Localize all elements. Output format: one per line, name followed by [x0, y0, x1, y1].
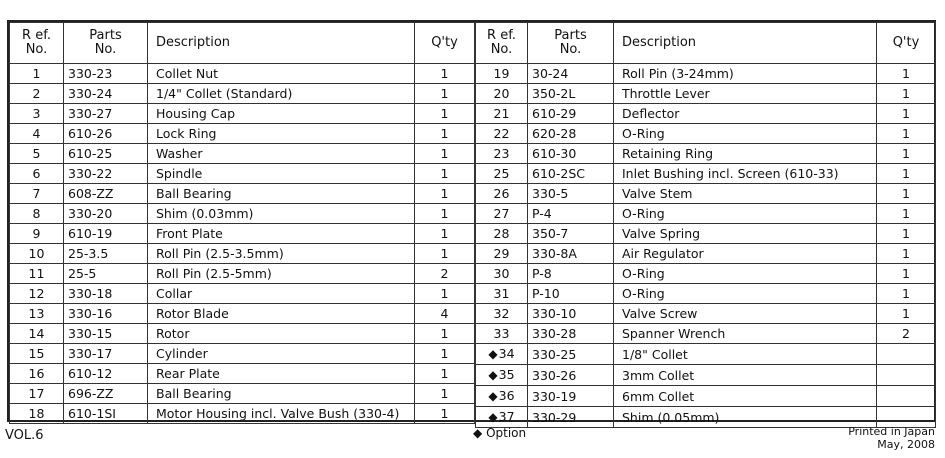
ref-no-value: 30 [493, 266, 510, 281]
description-cell: Housing Cap [148, 104, 415, 124]
description-cell: Spanner Wrench [614, 324, 877, 344]
parts-no-cell: P-4 [528, 204, 614, 224]
description-cell: Valve Stem [614, 184, 877, 204]
ref-no-cell [476, 144, 528, 164]
ref-no-cell [476, 124, 528, 144]
ref-no-cell [10, 404, 64, 424]
qty-cell: 1 [415, 144, 475, 164]
ref-no-value: 36 [498, 388, 515, 403]
description-cell: 1/8" Collet [614, 344, 877, 365]
qty-cell: 1 [415, 344, 475, 364]
qty-cell: 2 [415, 264, 475, 284]
qty-cell: 1 [877, 144, 936, 164]
parts-no-cell: 610-26 [64, 124, 148, 144]
left-table-body [10, 64, 475, 424]
header-row [10, 23, 475, 64]
table-row [10, 384, 475, 404]
ref-no-value: 8 [32, 206, 41, 221]
parts-no-cell: 330-20 [64, 204, 148, 224]
ref-no-cell [476, 324, 528, 344]
ref-no-cell [10, 324, 64, 344]
qty-cell: 1 [415, 104, 475, 124]
option-legend-label: Option [486, 426, 527, 440]
table-row [10, 224, 475, 244]
parts-no-cell: 610-29 [528, 104, 614, 124]
header-row [476, 23, 936, 64]
qty-cell: 1 [415, 224, 475, 244]
ref-no-cell [476, 264, 528, 284]
ref-no-cell [10, 184, 64, 204]
ref-no-value: 4 [32, 126, 41, 141]
ref-no-cell [476, 184, 528, 204]
parts-table-right [475, 22, 936, 428]
table-row [476, 304, 936, 324]
qty-cell: 1 [877, 124, 936, 144]
qty-cell: 1 [877, 264, 936, 284]
table-row [476, 224, 936, 244]
description-cell: Roll Pin (2.5-3.5mm) [148, 244, 415, 264]
header-parts-no: Parts No. [528, 23, 614, 64]
qty-cell: 1 [877, 204, 936, 224]
parts-no-cell: 30-24 [528, 64, 614, 84]
header-description: Description [148, 23, 415, 64]
ref-no-cell [10, 264, 64, 284]
parts-no-cell: 330-26 [528, 365, 614, 386]
ref-no-value: 6 [32, 166, 41, 181]
description-cell: Air Regulator [614, 244, 877, 264]
table-row [10, 64, 475, 84]
table-row [476, 64, 936, 84]
table-row [10, 344, 475, 364]
ref-no-value: 29 [493, 246, 510, 261]
description-cell: Motor Housing incl. Valve Bush (330-4) [148, 404, 415, 424]
ref-no-value: 12 [28, 286, 45, 301]
option-legend [473, 426, 526, 440]
table-row [476, 284, 936, 304]
table-row [10, 244, 475, 264]
parts-no-cell: 330-24 [64, 84, 148, 104]
qty-cell: 1 [415, 124, 475, 144]
description-cell: Deflector [614, 104, 877, 124]
ref-no-value: 15 [28, 346, 45, 361]
parts-no-cell: 350-7 [528, 224, 614, 244]
table-row [10, 184, 475, 204]
parts-no-cell: 330-28 [528, 324, 614, 344]
description-cell: 1/4" Collet (Standard) [148, 84, 415, 104]
printed-in-label: Printed in Japan [848, 425, 935, 438]
parts-no-cell: 330-23 [64, 64, 148, 84]
print-info [848, 425, 935, 451]
ref-no-value: 7 [32, 186, 41, 201]
qty-cell: 1 [415, 164, 475, 184]
header-qty: Q'ty [877, 23, 936, 64]
description-cell: Collar [148, 284, 415, 304]
description-cell: Spindle [148, 164, 415, 184]
qty-cell: 1 [415, 384, 475, 404]
qty-cell: 1 [877, 84, 936, 104]
right-table-body [476, 64, 936, 428]
description-cell: Lock Ring [148, 124, 415, 144]
ref-no-cell [10, 304, 64, 324]
header-qty: Q'ty [415, 23, 475, 64]
ref-no-value: 37 [498, 409, 515, 424]
ref-no-value: 26 [493, 186, 510, 201]
parts-no-cell: 350-2L [528, 84, 614, 104]
option-diamond-icon: ◆ [488, 368, 498, 382]
parts-no-cell: 608-ZZ [64, 184, 148, 204]
table-row [476, 144, 936, 164]
qty-cell: 1 [877, 184, 936, 204]
ref-no-cell [476, 64, 528, 84]
header-description: Description [614, 23, 877, 64]
qty-cell: 1 [877, 224, 936, 244]
header-parts-no: Parts No. [64, 23, 148, 64]
ref-no-value: 9 [32, 226, 41, 241]
ref-no-cell [10, 104, 64, 124]
description-cell: Collet Nut [148, 64, 415, 84]
table-row [10, 304, 475, 324]
description-cell: O-Ring [614, 264, 877, 284]
qty-cell: 1 [415, 324, 475, 344]
parts-no-cell: P-8 [528, 264, 614, 284]
parts-no-cell: 610-12 [64, 364, 148, 384]
qty-cell: 1 [877, 64, 936, 84]
table-row [476, 244, 936, 264]
description-cell: Valve Screw [614, 304, 877, 324]
table-row [476, 184, 936, 204]
ref-no-cell [10, 144, 64, 164]
ref-no-cell [10, 204, 64, 224]
ref-no-cell [476, 164, 528, 184]
description-cell: Front Plate [148, 224, 415, 244]
qty-cell: 1 [877, 304, 936, 324]
table-row [476, 386, 936, 407]
description-cell: Ball Bearing [148, 184, 415, 204]
table-row [10, 264, 475, 284]
ref-no-cell [10, 364, 64, 384]
ref-no-cell [10, 244, 64, 264]
parts-no-cell: 25-5 [64, 264, 148, 284]
ref-no-cell [10, 384, 64, 404]
table-row [476, 264, 936, 284]
parts-no-cell: 330-8A [528, 244, 614, 264]
header-ref-no: R ef. No. [476, 23, 528, 64]
qty-cell: 1 [415, 364, 475, 384]
ref-no-cell [476, 244, 528, 264]
description-cell: Ball Bearing [148, 384, 415, 404]
qty-cell: 1 [415, 84, 475, 104]
table-row [10, 284, 475, 304]
qty-cell: 1 [877, 244, 936, 264]
option-diamond-icon: ◆ [488, 389, 498, 403]
table-row [476, 204, 936, 224]
ref-no-value: 33 [493, 326, 510, 341]
ref-no-value: 2 [32, 86, 41, 101]
table-row [10, 324, 475, 344]
ref-no-cell [476, 407, 528, 428]
parts-no-cell: 25-3.5 [64, 244, 148, 264]
table-row [10, 404, 475, 424]
option-diamond-icon: ◆ [473, 426, 483, 440]
table-row [476, 84, 936, 104]
parts-no-cell: 330-22 [64, 164, 148, 184]
parts-no-cell: 330-25 [528, 344, 614, 365]
ref-no-value: 18 [28, 406, 45, 421]
table-row [10, 364, 475, 384]
table-row [476, 344, 936, 365]
table-row [10, 104, 475, 124]
table-row [476, 124, 936, 144]
ref-no-cell [476, 224, 528, 244]
ref-no-cell [476, 386, 528, 407]
ref-no-cell [476, 104, 528, 124]
description-cell: Rotor Blade [148, 304, 415, 324]
ref-no-value: 34 [498, 346, 515, 361]
ref-no-value: 10 [28, 246, 45, 261]
qty-cell: 1 [877, 104, 936, 124]
qty-cell: 1 [415, 284, 475, 304]
ref-no-value: 31 [493, 286, 510, 301]
table-row [476, 324, 936, 344]
parts-no-cell: 696-ZZ [64, 384, 148, 404]
ref-no-value: 5 [32, 146, 41, 161]
ref-no-value: 1 [32, 66, 41, 81]
ref-no-value: 28 [493, 226, 510, 241]
description-cell: Shim (0.03mm) [148, 204, 415, 224]
parts-no-cell: 610-25 [64, 144, 148, 164]
qty-cell [877, 365, 936, 386]
parts-no-cell: P-10 [528, 284, 614, 304]
parts-table-left [9, 22, 475, 424]
print-date: May, 2008 [877, 438, 935, 451]
description-cell: Shim (0.05mm) [614, 407, 877, 428]
description-cell: Retaining Ring [614, 144, 877, 164]
parts-no-cell: 330-27 [64, 104, 148, 124]
table-row [10, 84, 475, 104]
table-row [476, 365, 936, 386]
table-row [476, 104, 936, 124]
ref-no-cell [10, 124, 64, 144]
ref-no-value: 13 [28, 306, 45, 321]
ref-no-value: 22 [493, 126, 510, 141]
qty-cell: 1 [415, 244, 475, 264]
qty-cell: 1 [415, 204, 475, 224]
description-cell: Throttle Lever [614, 84, 877, 104]
parts-no-cell: 330-19 [528, 386, 614, 407]
ref-no-cell [476, 204, 528, 224]
parts-no-cell: 330-17 [64, 344, 148, 364]
option-diamond-icon: ◆ [488, 410, 498, 424]
parts-no-cell: 330-16 [64, 304, 148, 324]
table-row [10, 204, 475, 224]
qty-cell: 4 [415, 304, 475, 324]
ref-no-cell [476, 304, 528, 324]
table-row [476, 164, 936, 184]
description-cell: Inlet Bushing incl. Screen (610-33) [614, 164, 877, 184]
volume-label: VOL.6 [5, 428, 44, 443]
ref-no-value: 11 [28, 266, 45, 281]
option-diamond-icon: ◆ [488, 347, 498, 361]
parts-list-table [7, 20, 936, 425]
description-cell: Roll Pin (3-24mm) [614, 64, 877, 84]
ref-no-value: 3 [32, 106, 41, 121]
description-cell: Valve Spring [614, 224, 877, 244]
parts-no-cell: 610-2SC [528, 164, 614, 184]
description-cell: 6mm Collet [614, 386, 877, 407]
parts-no-cell: 330-18 [64, 284, 148, 304]
ref-no-cell [10, 84, 64, 104]
parts-no-cell: 330-15 [64, 324, 148, 344]
description-cell: Roll Pin (2.5-5mm) [148, 264, 415, 284]
ref-no-cell [10, 344, 64, 364]
ref-no-cell [476, 284, 528, 304]
ref-no-value: 35 [498, 367, 515, 382]
description-cell: Rotor [148, 324, 415, 344]
ref-no-cell [476, 365, 528, 386]
ref-no-value: 20 [493, 86, 510, 101]
ref-no-cell [10, 224, 64, 244]
ref-no-value: 19 [493, 66, 510, 81]
parts-no-cell: 620-28 [528, 124, 614, 144]
qty-cell: 1 [415, 64, 475, 84]
ref-no-cell [10, 64, 64, 84]
parts-no-cell: 610-30 [528, 144, 614, 164]
description-cell: 3mm Collet [614, 365, 877, 386]
qty-cell: 1 [877, 284, 936, 304]
qty-cell [877, 344, 936, 365]
table-row [10, 164, 475, 184]
ref-no-value: 27 [493, 206, 510, 221]
ref-no-value: 25 [493, 166, 510, 181]
qty-cell: 1 [415, 404, 475, 424]
parts-no-cell: 610-19 [64, 224, 148, 244]
ref-no-value: 14 [28, 326, 45, 341]
ref-no-cell [10, 164, 64, 184]
table-row [10, 124, 475, 144]
ref-no-cell [10, 284, 64, 304]
ref-no-value: 16 [28, 366, 45, 381]
parts-no-cell: 610-1SI [64, 404, 148, 424]
description-cell: O-Ring [614, 204, 877, 224]
parts-no-cell: 330-5 [528, 184, 614, 204]
description-cell: O-Ring [614, 124, 877, 144]
ref-no-value: 32 [493, 306, 510, 321]
qty-cell [877, 386, 936, 407]
ref-no-value: 17 [28, 386, 45, 401]
description-cell: Rear Plate [148, 364, 415, 384]
parts-no-cell: 330-29 [528, 407, 614, 428]
parts-no-cell: 330-10 [528, 304, 614, 324]
description-cell: Cylinder [148, 344, 415, 364]
ref-no-value: 21 [493, 106, 510, 121]
ref-no-cell [476, 344, 528, 365]
qty-cell: 1 [415, 184, 475, 204]
qty-cell: 1 [877, 164, 936, 184]
ref-no-cell [476, 84, 528, 104]
ref-no-value: 23 [493, 146, 510, 161]
description-cell: Washer [148, 144, 415, 164]
header-ref-no: R ef. No. [10, 23, 64, 64]
table-row [10, 144, 475, 164]
qty-cell: 2 [877, 324, 936, 344]
description-cell: O-Ring [614, 284, 877, 304]
